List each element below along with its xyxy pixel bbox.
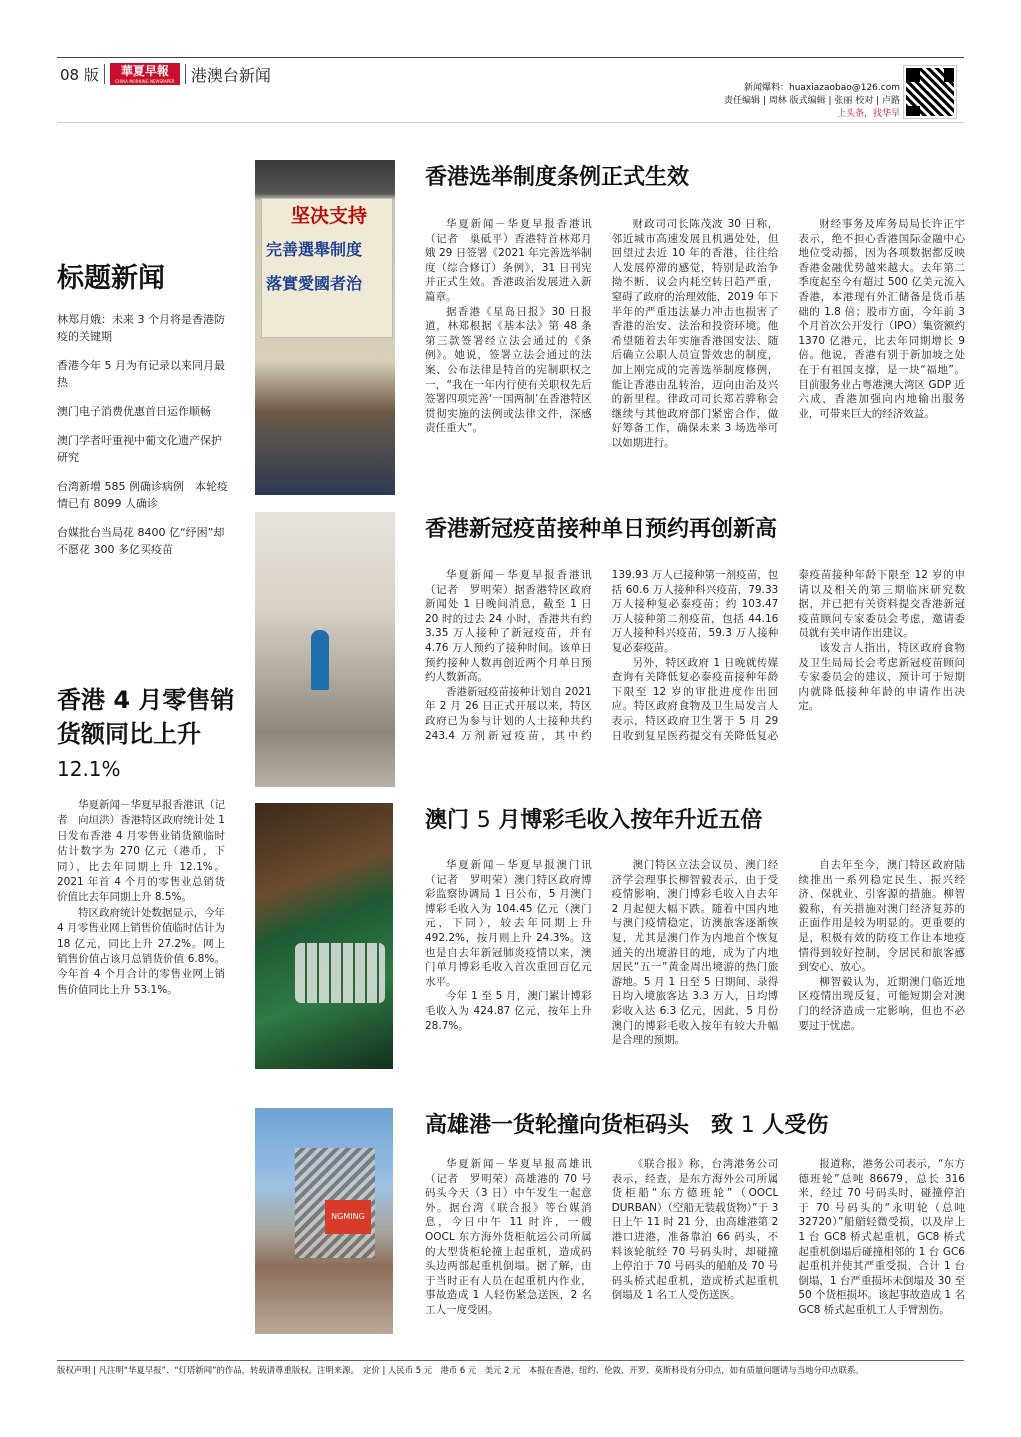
page-number: 08 版 [60, 65, 99, 84]
retail-title-number: 12.1% [57, 757, 121, 781]
retail-title-text: 香港 4 月零售销货额同比上升 [57, 686, 235, 748]
title-part: 澳门 [425, 808, 470, 833]
article-title-vaccine: 香港新冠疫苗接种单日预约再创新高 [425, 517, 778, 542]
paragraph: 自去年至今，澳门特区政府陆续推出一系列稳定民生、振兴经济、保就业、引客源的措施。柳智毅称，有关措施对澳门经济复苏的正面作用是较为明显的。更重要的是，积极有效的防疫工作让本地疫情得到较好控制，令居民和旅客感到安心、放心。 [798, 859, 965, 974]
qr-code-icon [904, 66, 956, 118]
paragraph: 特区政府统计处数据显示，今年 4 月零售业网上销售价值临时估计为 18 亿元，同比上升 27.2%。网上销售价值占该月总销货价值 6.8%。今年首 4 个月合计的零售业网上销售价值同比上升 53.1%。 [57, 906, 225, 996]
article-body-election [425, 217, 965, 479]
news-tip-line: 新闻爆料：huaxiazaobao@126.com [743, 83, 900, 93]
masthead [60, 62, 271, 86]
contact-block [710, 82, 900, 121]
copyright-footer: 版权声明 | 凡注明“华夏早报”、“灯塔新闻”的作品，转载请尊重版权，注明来源。 定价 | 人民币 5 元 港币 6 元 美元 2 元 本报在香港、纽约、伦敦、开罗、莫斯科设有分印点，如有质量问题请与当地分印点联系。 [57, 1365, 864, 1375]
headline-news-title: 标题新闻 [57, 263, 165, 294]
logo-text: 華夏早報 [120, 64, 169, 78]
article-body-kaohsiung-port [425, 1157, 965, 1343]
headline-item[interactable]: 台湾新增 585 例确诊病例 本轮疫情已有 8099 人确诊 [57, 480, 228, 510]
headline-item[interactable]: 香港今年 5 月为有记录以来同月最热 [57, 359, 225, 389]
paragraph: 财经事务及库务局局长许正宇表示，绝不担心香港国际金融中心地位受动摇，因为各项数据都反映香港金融优势越来越大。去年第二季度起至今有超过 500 亿美元流入香港，本港现有外汇储备是货币基础的 1.8 倍；股市方面，今年前 3 个月首次公开发行（IPO）集资额约 1370 亿港元，比去年同期增长 9 倍。他说，香港有别于新加坡之处在于有祖国支撑，是一块“福地”。目前服务业占粤港澳大湾区 GDP 近六成，香港加强向内地输出服务业，可带来巨大的经济效益。 [798, 218, 965, 420]
footer-rule [57, 1360, 964, 1361]
sign-line-2: 完善選舉制度 [266, 240, 363, 259]
article-title-kaohsiung-port [425, 1108, 828, 1139]
paragraph: 华夏新闻－华夏早报香港讯（记者 罗明荣）据香港特区政府新闻处 1 日晚间消息，截至 1 日 20 时的过去 24 小时，香港共有约 3.35 万人接种了新冠疫苗，并有 4.76 万人预约了接种时间。该单日预约接种人数再创近两个月单日预约人数新高。 [425, 569, 592, 684]
paragraph: 柳智毅认为，近期澳门临近地区疫情出现反复，可能短期会对澳门的经济造成一定影响，但也不必要过于忧虑。 [798, 975, 965, 1032]
headline-news-list [57, 311, 229, 570]
slogan: 上头条，找华早 [836, 109, 900, 119]
section-name: 港澳台新闻 [190, 65, 271, 85]
casino-chips [295, 943, 385, 1003]
sign-line-3: 落實愛國者治 [266, 274, 363, 293]
paragraph: 报道称，港务公司表示，“东方德班轮”总吨 86679，总长 316 米，经过 70 号码头时，碰撞停泊于 70 号码头的“永明轮（总吨 32720）”船艏轻微受损，以及岸上 1 台 GC8 桥式起重机，GC8 桥式起重机倒塌后碰撞相邻的 1 台 GC6 起重机并使其严重受损，合计 1 台倒塌，1 台严重损坏未倒塌及 30 至 50 个货柜损坏。该起事故造成 1 名 GC8 桥式起重机工人手臂割伤。 [798, 1158, 965, 1316]
paragraph: 财政司司长陈茂波 30 日称，邻近城市高速发展且机遇处处，但回望过去近 10 年的香港，往往给人发展停滞的感觉，特别是政治争拗不断、议会内耗空转日趋严重，窒碍了政府的治理效能，2019 年下半年的严重违法暴力冲击也损害了香港的治安、法治和投资环境。他希望随着去年实施香港国安法、随后确立公职人员宣誓效忠的制度，加上刚完成的完善选举制度修例，能让香港由乱转治，迈向由治及兴的新里程。律政司司长郑若骅称会继续与其他政府部门紧密合作，做好筹备工作，确保未来 3 场选举可以如期进行。 [611, 218, 779, 449]
paragraph: 华夏新闻－华夏早报高雄讯（记者 罗明荣）高雄港的 70 号码头今天（3 日）中午发生一起意外。据台湾《联合报》等台媒消息，今日中午 11 时许，一艘 OOCL 东方海外货柜航运公司所属的大型货柜轮撞上起重机，造成码头边两部起重机倒塌。据了解，由于当时正有人员在起重机内作业，事故造成 1 人轻伤紧急送医，2 名工人一度受困。 [425, 1158, 592, 1316]
title-number: 1 [740, 1113, 755, 1138]
photo-election-sign [255, 160, 395, 495]
article-body-macau-gaming [425, 858, 965, 1062]
paragraph: 华夏新闻－华夏早报香港讯（记者 巢砥平）香港特首林郑月娥 29 日签署《2021 年完善选举制度（综合修订）条例》，31 日刊宪并正式生效。香港政治发展进入新篇章。 [425, 218, 592, 303]
sign-line-1: 坚决支持 [290, 205, 367, 227]
photo-casino-table [255, 803, 393, 1069]
protest-sign [261, 198, 393, 338]
editors-line: 责任编辑 | 周林 版式编辑 | 张丽 校对 | 卢路 [724, 96, 900, 106]
paragraph: 澳门特区立法会议员、澳门经济学会理事长柳智毅表示，由于受疫情影响，澳门博彩毛收入自去年 2 月起便大幅下跌。随着中国内地与澳门疫情稳定，访澳旅客逐渐恢复，尤其是澳门作为内地首个恢复通关的出境游目的地，成为了内地居民“五一”黄金周出境游的热门旅游地。5 月 1 日至 5 日期间，录得日均入境旅客达 3.3 万人，日均博彩收入达 6.3 亿元，因此，5 月份澳门的博彩毛收入按年有较大升幅是合理的预期。 [611, 859, 779, 1047]
paragraph: 《联合报》称，台湾港务公司表示，经查，是东方海外公司所属货柜船“东方德班轮”（OOCL DURBAN）（空船无装载货物）”于 3 日上午 11 时 21 分，由高雄港第 2 港口进港，准备靠泊 66 码头，不料该轮航经 70 号码头时，却碰撞上停泊于 70 号码头的船舶及 70 号码头桥式起重机，造成桥式起重机倒塌及 1 名工人受伤送医。 [611, 1158, 779, 1302]
headline-item[interactable]: 澳门电子消费优惠首日运作顺畅 [57, 405, 211, 418]
header-rule [57, 122, 964, 123]
retail-story-body [57, 798, 225, 998]
logo-subtext: CHINA MORNING NEWSPAPER [115, 79, 175, 84]
title-part: 月博彩毛收入按年升近五倍 [498, 808, 763, 833]
top-rule [57, 57, 964, 58]
article-title-macau-gaming [425, 803, 762, 834]
article-title-election: 香港选举制度条例正式生效 [425, 165, 690, 190]
headline-item[interactable]: 林郑月娥：未来 3 个月将是香港防疫的关键期 [57, 313, 225, 343]
headline-item[interactable]: 台媒批台当局花 8400 亿“纾困”却不愿花 300 多亿买疫苗 [57, 526, 225, 556]
photo-vaccination-hall [255, 512, 395, 787]
headline-item[interactable]: 澳门学者吁重视中葡文化遗产保护研究 [57, 434, 222, 464]
article-body-vaccine [425, 568, 965, 772]
title-number: 5 [476, 808, 491, 833]
ship-hull-text: NGMING [325, 1200, 371, 1234]
paragraph: 香港新冠疫苗接种计划自 2021 年 2 月 26 日正式开展以来，特区政府已为参与计划的人士接种共约 243.4 万剂新冠疫苗，其中约 139.93 万人已接种第一剂疫苗，包括 60.6 万人接种科兴疫苗，79.33 万人接种复必泰疫苗；约 103.47 万人接种第二剂疫苗，包括 44.16 万人接种科兴疫苗，59.3 万人接种复必泰疫苗。 [425, 569, 779, 742]
photo-port-crane [255, 1108, 393, 1334]
paragraph: 今年 1 至 5 月，澳门累计博彩毛收入为 424.87 亿元，按年上升 28.7%。 [425, 990, 592, 1032]
newspaper-logo [110, 63, 180, 85]
paragraph: 该发言人指出，特区政府食物及卫生局局长会考虑新冠疫苗顾问专家委员会的建议，预计可于短期内就降低接种年龄的申请作出决定。 [798, 641, 965, 713]
divider [104, 64, 105, 84]
paragraph: 华夏新闻－华夏早报香港讯（记者 向垣洪）香港特区政府统计处 1 日发布香港 4 月零售业销货额临时估计数字为 270 亿元（港币，下同），比去年同期上升 12.1%。2021 年首 4 个月的零售业总销货价值比去年同期上升 8.5%。 [57, 799, 225, 904]
divider [185, 64, 186, 84]
person-figure [311, 630, 329, 690]
paragraph: 华夏新闻－华夏早报澳门讯（记者 罗明荣）澳门特区政府博彩监察协调局 1 日公布，5 月澳门博彩毛收入为 104.45 亿元（澳门元，下同），较去年同期上升 492.2%，按月则上升 24.3%。这也是自去年新冠肺炎疫情以来，澳门单月博彩毛收入首次重回百亿元水平。 [425, 859, 592, 988]
paragraph: 据香港《星岛日报》30 日报道，林郑根据《基本法》第 48 条第三款签署经立法会通过的《条例》。她说，签署立法会通过的法案、公布法律是特首的宪制职权之一，“我在一年内行使有关职权先后签署四项完善‘一国两制’在香港特区贯彻实施的法例或法律文件，深感责任重大”。 [425, 305, 592, 435]
paragraph: 另外，特区政府 1 日晚就传媒查询有关降低复必泰疫苗接种年龄下限至 12 岁的审批进度作出回应。特区政府食物及卫生局发言人表示，特区政府卫生署于 5 月 29 日收到复星医药提交有关降低复必泰疫苗接种年龄下限至 12 岁的申请以及相关的第三期临床研究数据，并已把有关资料提交香港新冠疫苗顾问专家委员会考虑，邀请委员就有关申请作出建议。 [611, 569, 965, 742]
title-part: 高雄港一货轮撞向货柜码头 致 [425, 1113, 734, 1138]
title-part: 人受伤 [762, 1113, 829, 1138]
retail-story-title [57, 683, 235, 786]
